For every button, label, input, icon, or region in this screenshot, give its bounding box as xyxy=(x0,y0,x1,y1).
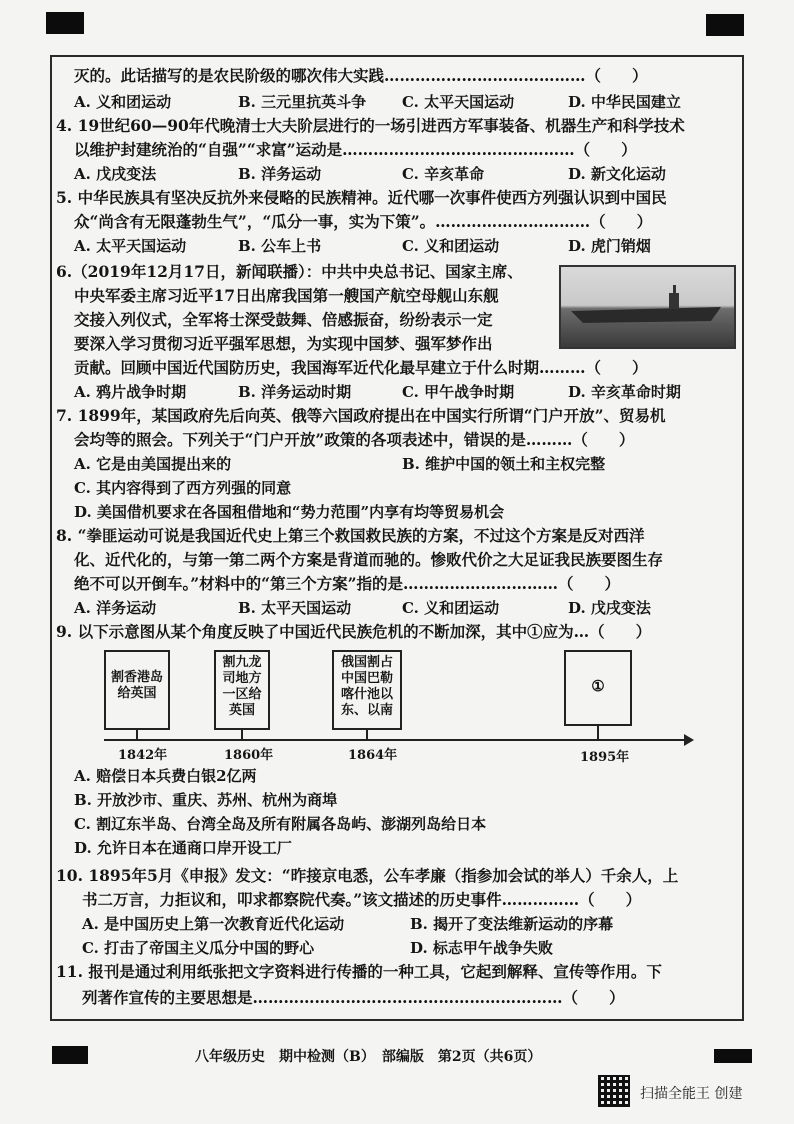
q9-option-a: A. 赔偿日本兵费白银2亿两 xyxy=(74,767,257,785)
q7-option-c: C. 其内容得到了西方列强的同意 xyxy=(74,479,292,497)
q8-line1: 8. “拳匪运动可说是我国近代史上第三个救国救民族的方案，不过这个方案是反对西洋 xyxy=(56,526,645,545)
q8-option-d: D. 戊戌变法 xyxy=(568,599,651,617)
aircraft-carrier-photo xyxy=(559,265,736,349)
q6-line3: 交接入列仪式，全军将士深受鼓舞、倍感振奋，纷纷表示一定 xyxy=(74,310,493,329)
q5-option-a: A. 太平天国运动 xyxy=(74,237,187,255)
q8-option-a: A. 洋务运动 xyxy=(74,599,157,617)
q10-option-a: A. 是中国历史上第一次教育近代化运动 xyxy=(82,915,345,933)
q8-line2: 化、近代化的，与第一第二两个方案是背道而驰的。惨败代价之大足证我民族要图生存 xyxy=(74,550,664,569)
q3-option-a: A. 义和团运动 xyxy=(74,93,172,111)
timeline-axis xyxy=(104,739,686,741)
q6-line1: 6.（2019年12月17日，新闻联播）：中共中央总书记、国家主席、 xyxy=(56,262,523,281)
q6-option-a: A. 鸦片战争时期 xyxy=(74,383,187,401)
q6-option-c: C. 甲午战争时期 xyxy=(402,383,515,401)
q7-option-d: D. 美国借机要求在各国租借地和“势力范围”内享有均等贸易机会 xyxy=(74,503,505,521)
page-footer: 八年级历史 期中检测（B） 部编版 第2页（共6页） xyxy=(195,1049,542,1065)
scanner-watermark: 扫描全能王 创建 xyxy=(640,1086,743,1102)
timeline-event-1842: 割香港岛 给英国 xyxy=(104,650,170,730)
q4-option-b: B. 洋务运动 xyxy=(238,165,322,183)
q10-option-b: B. 揭开了变法维新运动的序幕 xyxy=(410,915,614,933)
q7-line2: 会均等的照会。下列关于“门户开放”政策的各项表述中，错误的是………（ ） xyxy=(74,430,635,449)
q5-line2: 众“尚含有无限蓬勃生气”，“瓜分一事，实为下策”。…………………………（ ） xyxy=(74,212,653,231)
q7-option-b: B. 维护中国的领土和主权完整 xyxy=(402,455,606,473)
q10-line2: 书二万言，力拒议和，叩求都察院代奏。”该文描述的历史事件……………（ ） xyxy=(82,890,642,909)
q8-option-b: B. 太平天国运动 xyxy=(238,599,352,617)
q8-option-c: C. 义和团运动 xyxy=(402,599,500,617)
q7-option-a: A. 它是由美国提出来的 xyxy=(74,455,232,473)
q11-line2: 列著作宣传的主要思想是……………………………………………………（ ） xyxy=(82,988,625,1007)
q3-option-b: B. 三元里抗英斗争 xyxy=(238,93,367,111)
timeline-event-1895: ① xyxy=(564,650,632,726)
q5-line1: 5. 中华民族具有坚决反抗外来侵略的民族精神。近代哪一次事件使西方列强认识到中国民 xyxy=(56,188,667,207)
q6-line2: 中央军委主席习近平17日出席我国第一艘国产航空母舰山东舰 xyxy=(74,286,499,305)
q5-option-b: B. 公车上书 xyxy=(238,237,322,255)
aircraft-carrier-icon xyxy=(561,267,734,347)
q9-stem: 9. 以下示意图从某个角度反映了中国近代民族危机的不断加深，其中①应为…（ ） xyxy=(56,622,652,641)
q10-option-d: D. 标志甲午战争失败 xyxy=(410,939,553,957)
corner-mark-top-left xyxy=(46,12,84,34)
q9-option-b: B. 开放沙市、重庆、苏州、杭州为商埠 xyxy=(74,791,338,809)
q9-option-c: C. 割辽东半岛、台湾全岛及所有附属各岛屿、澎湖列岛给日本 xyxy=(74,815,487,833)
timeline-year-1895: 1895年 xyxy=(580,750,630,765)
corner-mark-top-right xyxy=(706,14,744,36)
q3-option-c: C. 太平天国运动 xyxy=(402,93,515,111)
q8-line3: 绝不可以开倒车。”材料中的“第三个方案”指的是…………………………（ ） xyxy=(74,574,620,593)
q10-option-c: C. 打击了帝国主义瓜分中国的野心 xyxy=(82,939,315,957)
q11-line1: 11. 报刊是通过利用纸张把文字资料进行传播的一种工具，它起到解释、宣传等作用。下 xyxy=(56,962,662,981)
q5-option-d: D. 虎门销烟 xyxy=(568,237,651,255)
timeline-arrow xyxy=(684,734,694,746)
q3-option-d: D. 中华民国建立 xyxy=(568,93,681,111)
q3-stem: 灭的。此话描写的是农民阶级的哪次伟大实践…………………………………（ ） xyxy=(74,66,648,85)
q6-option-d: D. 辛亥革命时期 xyxy=(568,383,681,401)
q4-option-c: C. 辛亥革命 xyxy=(402,165,485,183)
q6-option-b: B. 洋务运动时期 xyxy=(238,383,352,401)
q4-line1: 4. 19世纪60—90年代晚清士大夫阶层进行的一场引进西方军事装备、机器生产和科学技术 xyxy=(56,116,685,135)
qr-code-icon xyxy=(598,1075,630,1107)
corner-mark-bottom-left xyxy=(52,1046,88,1064)
timeline-event-1864: 俄国割占 中国巴勒 喀什池以 东、以南 xyxy=(332,650,402,730)
q4-option-d: D. 新文化运动 xyxy=(568,165,666,183)
timeline-year-1842: 1842年 xyxy=(118,748,168,763)
q4-line2: 以维护封建统治的“自强”“求富”运动是………………………………………（ ） xyxy=(74,140,637,159)
timeline-year-1860: 1860年 xyxy=(224,748,274,763)
q4-option-a: A. 戊戌变法 xyxy=(74,165,157,183)
q7-line1: 7. 1899年，某国政府先后向英、俄等六国政府提出在中国实行所谓“门户开放”、贸易机 xyxy=(56,406,666,425)
q9-option-d: D. 允许日本在通商口岸开设工厂 xyxy=(74,839,292,857)
q5-option-c: C. 义和团运动 xyxy=(402,237,500,255)
timeline-event-1860: 割九龙 司地方 一区给 英国 xyxy=(214,650,270,730)
corner-mark-bottom-right xyxy=(714,1049,752,1063)
q6-line4: 要深入学习贯彻习近平强军思想，为实现中国梦、强军梦作出 xyxy=(74,334,493,353)
q10-line1: 10. 1895年5月《申报》发文：“昨接京电悉，公车孝廉（指参加会试的举人）千余人，上 xyxy=(56,866,679,885)
timeline-tick-1895 xyxy=(597,726,599,740)
timeline-year-1864: 1864年 xyxy=(348,748,398,763)
q6-line5: 贡献。回顾中国近代国防历史，我国海军近代化最早建立于什么时期………（ ） xyxy=(74,358,648,377)
